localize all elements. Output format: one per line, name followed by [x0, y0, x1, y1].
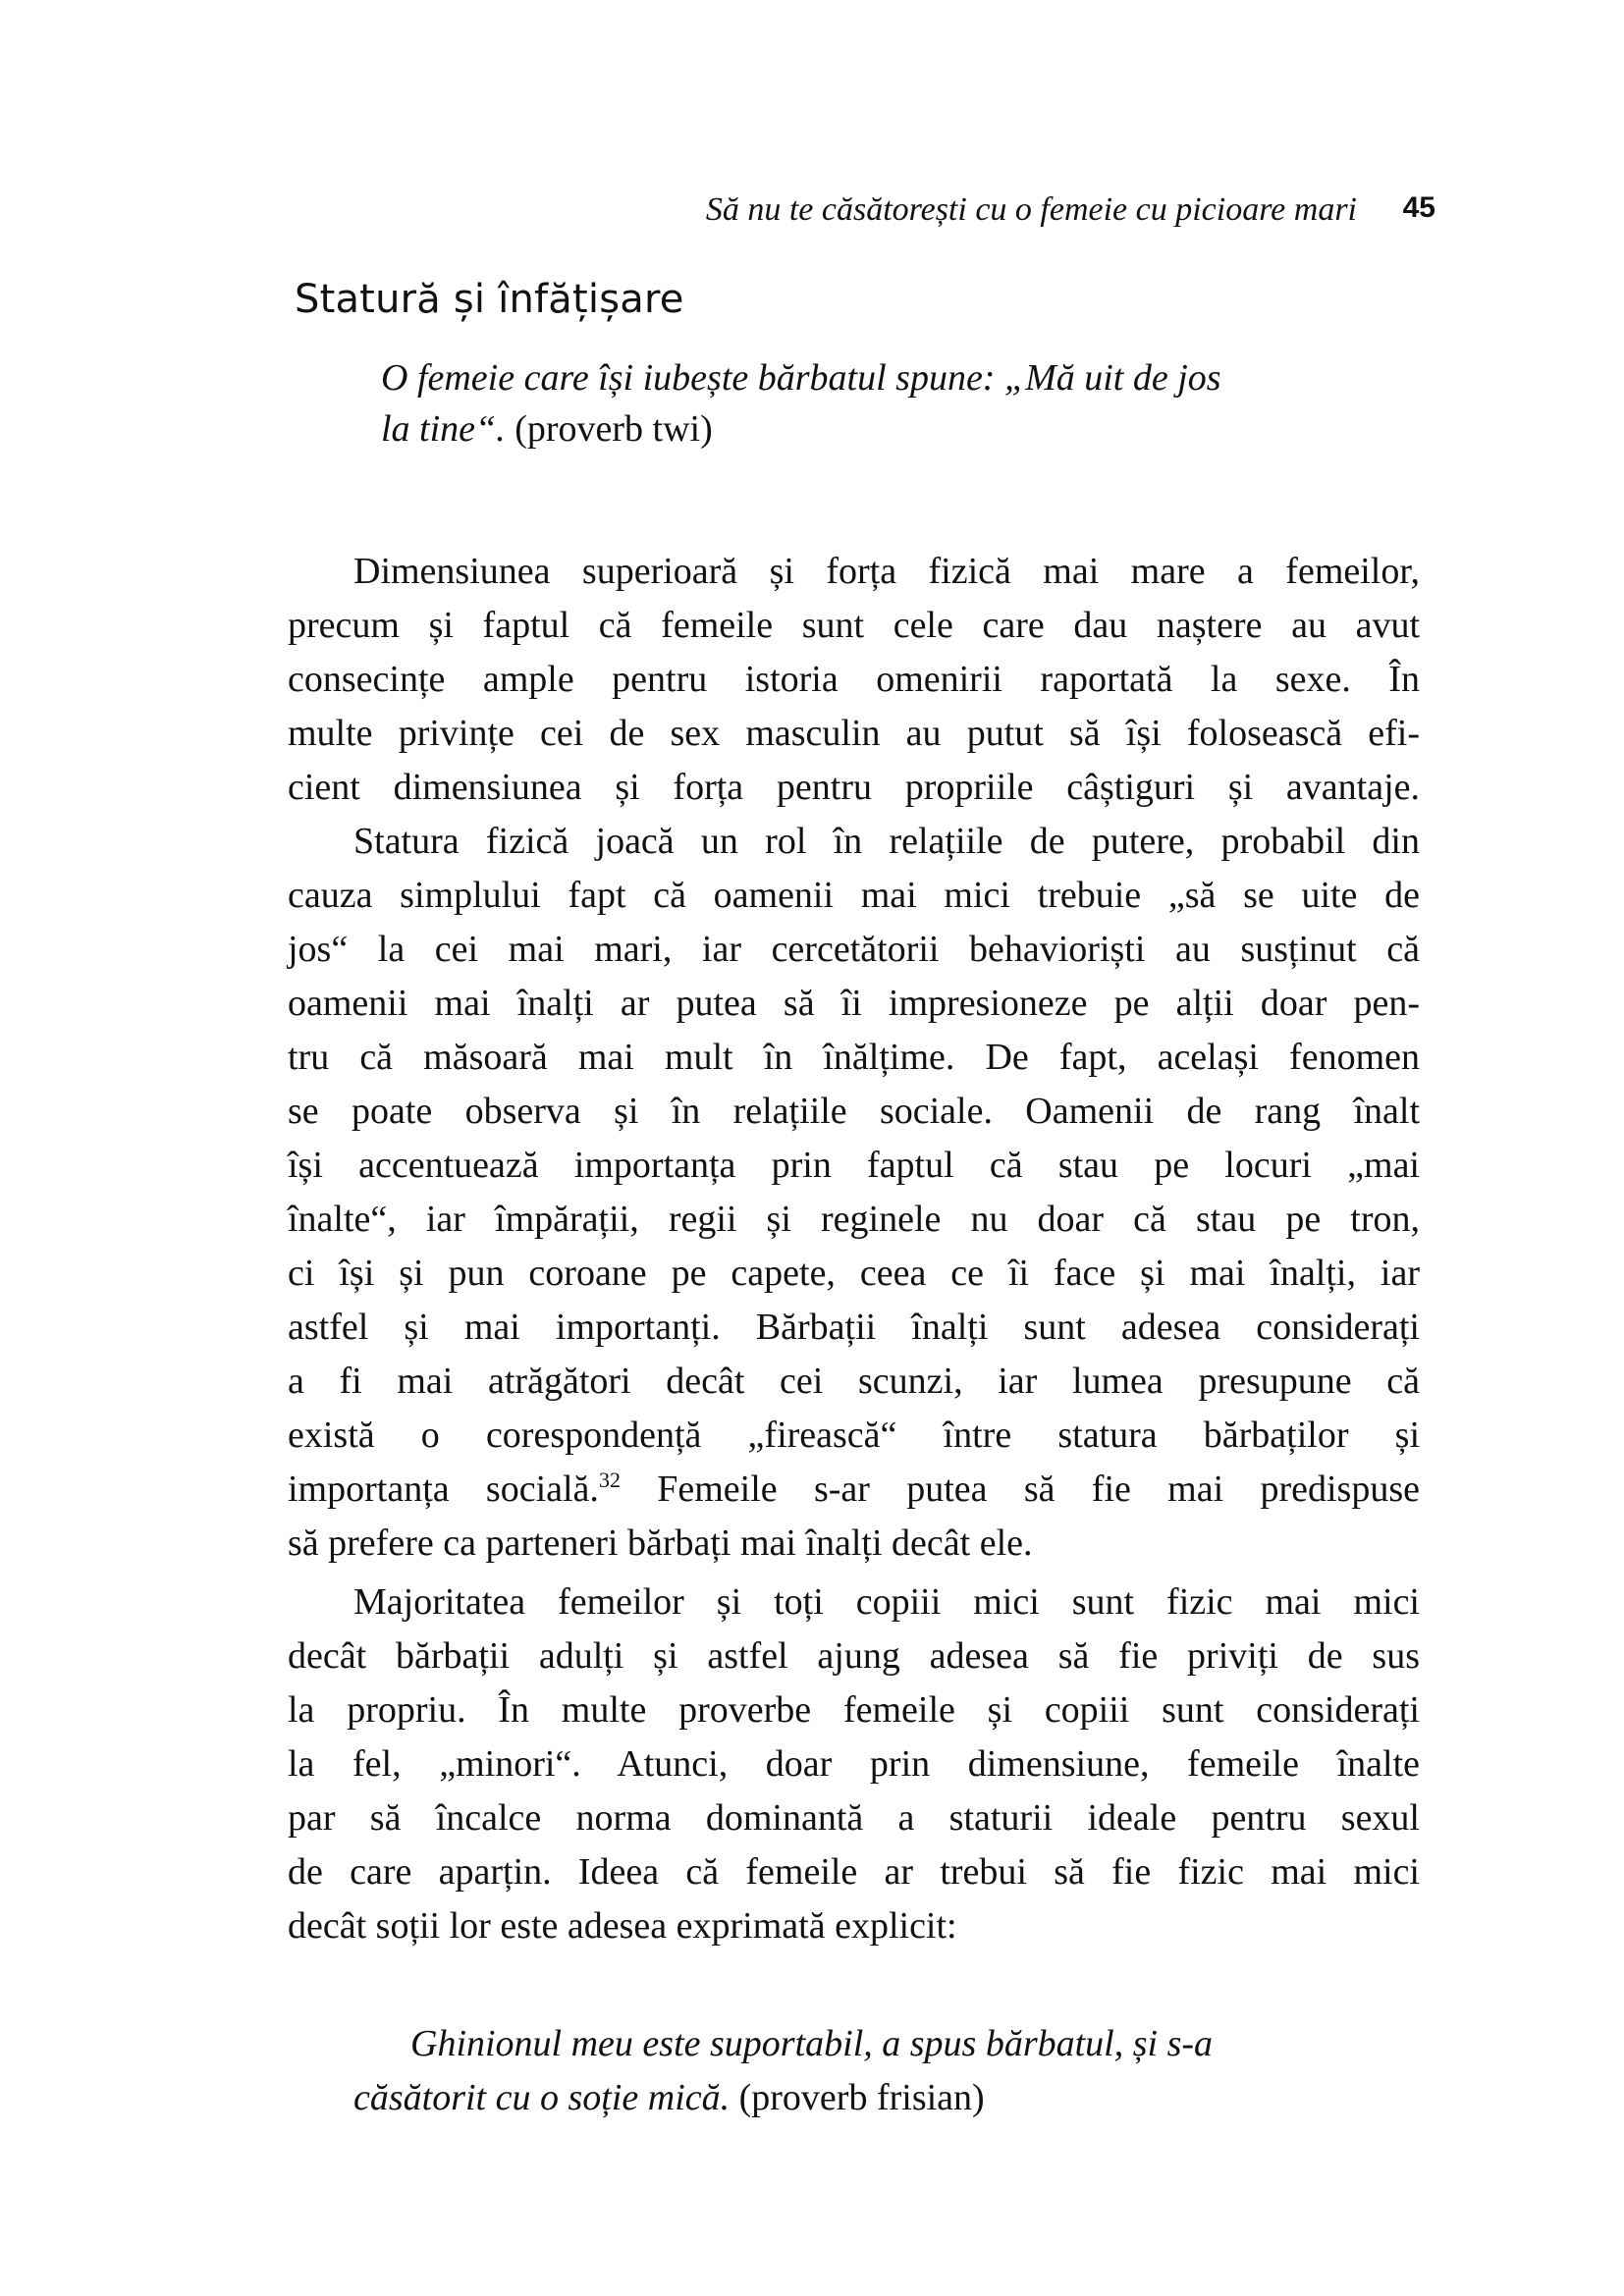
- page-number: 45: [1402, 191, 1435, 224]
- epigraph-2-source: (proverb frisian): [730, 2077, 985, 2118]
- body-line: oamenii mai înalți ar putea să îi impresioneze pe alții doar pen-: [288, 983, 1420, 1024]
- epigraph-2-line-2: [353, 2071, 985, 2125]
- body-line: cient dimensiunea și forța pentru propriile câștiguri și avantaje.: [288, 767, 1420, 808]
- body-line: la fel, „minori“. Atunci, doar prin dimensiune, femeile înalte: [288, 1743, 1420, 1785]
- body-line-with-footnote: [288, 1463, 1420, 1517]
- body-line: să prefere ca parteneri bărbați mai înalți decât ele.: [288, 1522, 1033, 1564]
- epigraph-2-line-1: [410, 2017, 1213, 2071]
- epigraph-1-source: (proverb twi): [505, 408, 713, 450]
- body-line: a fi mai atrăgători decât cei scunzi, iar lumea presupune că: [288, 1361, 1420, 1402]
- epigraph-1-quote: O femeie care își iubește bărbatul spune: „Mă uit de jos: [381, 357, 1221, 399]
- body-line: își accentuează importanța prin faptul că stau pe locuri „mai: [288, 1145, 1420, 1186]
- body-text: importanța socială.: [288, 1468, 599, 1510]
- section-heading: Statură și înfățișare: [295, 277, 684, 322]
- body-line: există o corespondență „firească“ între statura bărbaților și: [288, 1415, 1420, 1456]
- body-line: Statura fizică joacă un rol în relațiile de putere, probabil din: [353, 821, 1420, 862]
- body-line: la propriu. În multe proverbe femeile și copiii sunt considerați: [288, 1689, 1420, 1731]
- body-line: de care aparțin. Ideea că femeile ar trebui să fie fizic mai mici: [288, 1851, 1420, 1893]
- body-line: tru că măsoară mai mult în înălțime. De fapt, același fenomen: [288, 1037, 1420, 1078]
- body-line: se poate observa și în relațiile sociale. Oamenii de rang înalt: [288, 1091, 1420, 1132]
- body-line: decât soții lor este adesea exprimată explicit:: [288, 1905, 957, 1947]
- epigraph-1-line-2: [381, 402, 713, 456]
- body-line: astfel și mai importanți. Bărbații înalți sunt adesea considerați: [288, 1307, 1420, 1348]
- epigraph-1-line-1: [381, 351, 1221, 405]
- body-line: consecințe ample pentru istoria omenirii raportată la sexe. În: [288, 659, 1420, 700]
- running-head: [511, 191, 1445, 240]
- epigraph-2-quote: Ghinionul meu este suportabil, a spus bărbatul, și s-a: [410, 2023, 1214, 2064]
- body-line: par să încalce norma dominantă a staturii ideale pentru sexul: [288, 1797, 1420, 1839]
- body-line: Majoritatea femeilor și toți copiii mici sunt fizic mai mici: [353, 1581, 1420, 1623]
- body-line: ci își și pun coroane pe capete, ceea ce îi face și mai înalți, iar: [288, 1253, 1420, 1294]
- body-line: Dimensiunea superioară și forța fizică mai mare a femeilor,: [353, 551, 1420, 592]
- body-text: Femeile s-ar putea să fie mai predispuse: [620, 1468, 1420, 1510]
- body-line: multe privințe cei de sex masculin au putut să își folosească efi-: [288, 713, 1420, 754]
- body-line: jos“ la cei mai mari, iar cercetătorii behavioriști au susținut că: [288, 929, 1420, 970]
- body-line: decât bărbații adulți și astfel ajung adesea să fie priviți de sus: [288, 1635, 1420, 1677]
- footnote-ref[interactable]: 32: [598, 1468, 621, 1492]
- epigraph-1-quote-end: la tine“.: [381, 408, 506, 450]
- body-line: precum și faptul că femeile sunt cele care dau naștere au avut: [288, 605, 1420, 646]
- body-line: cauza simplului fapt că oamenii mai mici trebuie „să se uite de: [288, 875, 1420, 916]
- epigraph-2-quote-end: căsătorit cu o soție mică.: [353, 2077, 731, 2118]
- body-line: înalte“, iar împărații, regii și reginele nu doar că stau pe tron,: [288, 1199, 1420, 1240]
- running-head-title: Să nu te căsătorești cu o femeie cu picioare mari: [705, 191, 1357, 228]
